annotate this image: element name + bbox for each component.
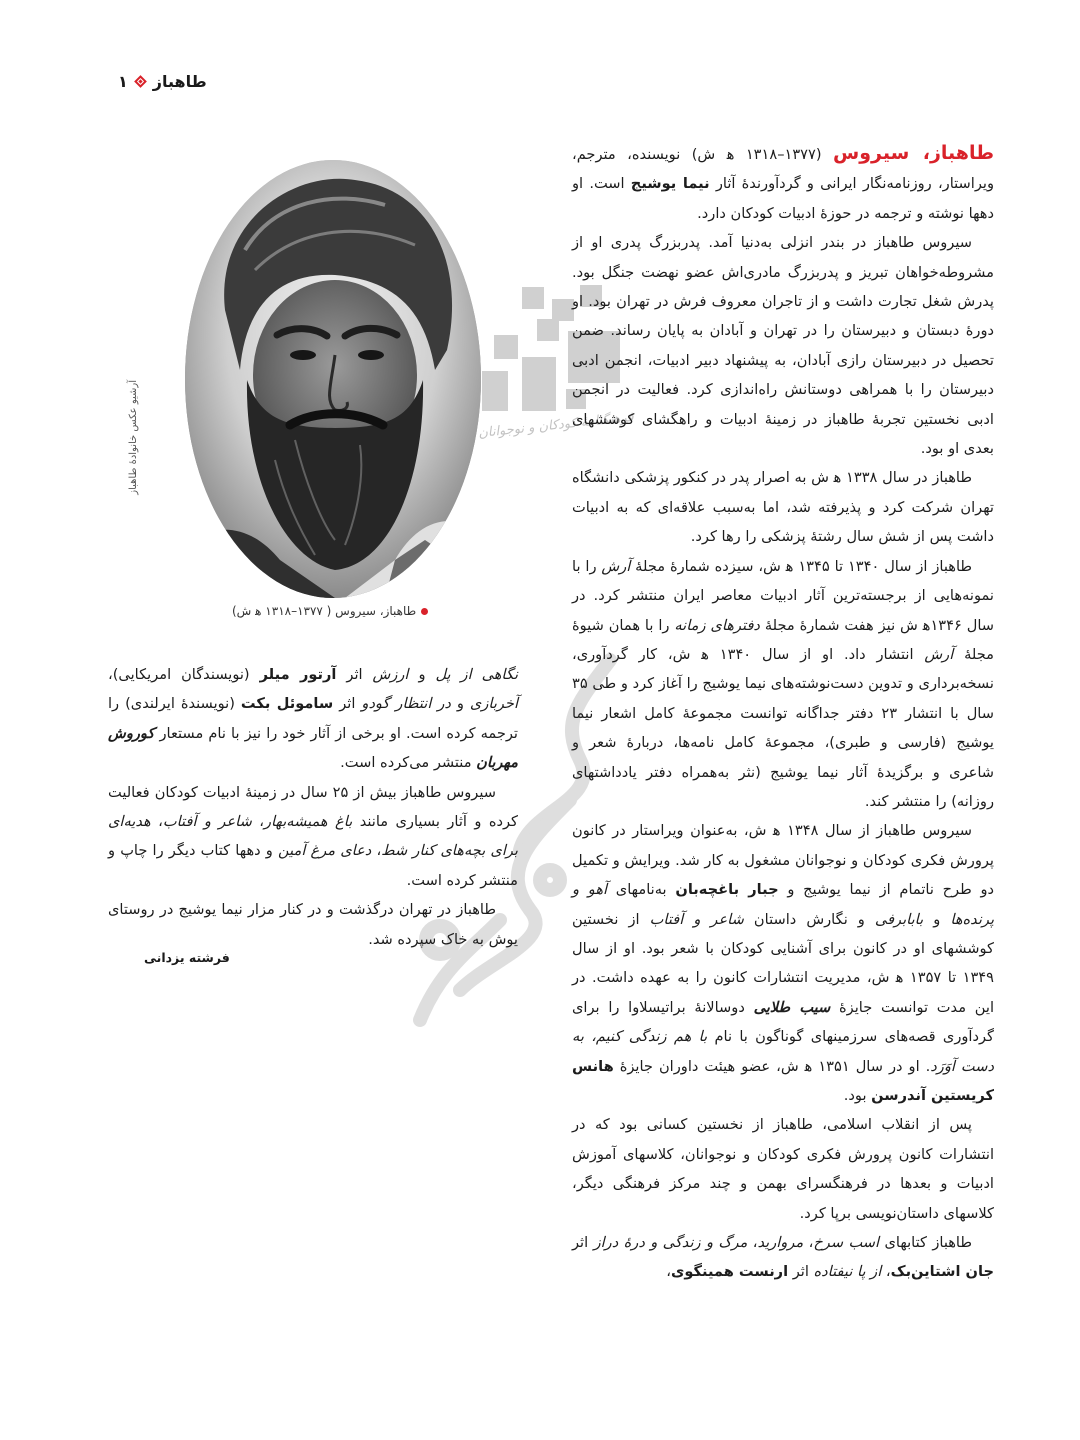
entry-title: طاهباز، سیروس xyxy=(833,142,994,164)
article-paragraph: نگاهی از پل و ارزش اثر آرتور میلر (نویسندگان امریکایی)، آخربازی و در انتظار گودو اثر ساموئل بکت (نویسندهٔ ایرلندی) را ترجمه کرده است. او برخی از آثار خود را نیز با نام مستعار کوروش مهربان منتشر می‌کرده است. xyxy=(108,666,519,772)
running-header xyxy=(118,72,207,91)
article-paragraph: طاهباز در تهران درگذشت و در کنار مزار نیما یوشیج در روستای یوش به خاک سپرده شد. xyxy=(108,901,518,948)
photo-caption-text: طاهباز، سیروس ( ۱۳۷۷–۱۳۱۸ ﻫ ش) xyxy=(232,604,417,618)
article-paragraph: سیروس طاهباز از سال ۱۳۴۸ ﻫ ش، به‌عنوان ویراستار در کانون پرورش فکری کودکان و نوجوانان مشغول به کار شد. ویرایش و تکمیل دو طرح ناتمام از نیما یوشیج و جبار باغچه‌بان به‌نامهای آهو و پرنده‌ها و بابابرفی و نگارش داستان شاعر و آفتاب از نخستین کوششهای او در کانون برای آشنایی کودکان با شعر بود. او از سال ۱۳۴۹ تا ۱۳۵۷ ﻫ ش، مدیریت انتشارات کانون را به عهده داشت. در این مدت توانست جایزهٔ سیب طلایی دوسالانهٔ براتیسلاوا را برای گردآوری قصه‌های سرزمینهای گوناگون با نام با هم زندگی کنیم، به دست آوَرَد. او در سال ۱۳۵۱ ﻫ ش، عضو هیئت داوران جایزهٔ هانس کریستین آندرسن بود. xyxy=(572,822,995,1104)
article-paragraph: طاهباز کتابهای اسب سرخ، مروارید، مرگ و زندگی و درهٔ دراز اثر جان اشتاین‌بک، از پا نیفتاده اثر ارنست همینگوی، xyxy=(572,1234,994,1281)
article-paragraph: طاهباز، سیروس (۱۳۷۷–۱۳۱۸ ﻫ ش) نویسنده، مترجم، ویراستار، روزنامه‌نگار ایرانی و گردآورندهٔ آثار نیما یوشیج است. او دهها نوشته و ترجمه در حوزهٔ ادبیات کودکان دارد. xyxy=(572,142,994,222)
caption-bullet-icon xyxy=(421,608,428,615)
photo-caption xyxy=(232,604,428,618)
photo-credit: آرشیو عکس خانوادهٔ طاهباز xyxy=(128,380,139,495)
portrait-photo xyxy=(185,160,481,598)
author-signature: فرشته یزدانی xyxy=(144,950,230,965)
article-paragraph: طاهباز در سال ۱۳۳۸ ﻫ ش به اصرار پدر در کنکور پزشکی دانشگاه تهران شرکت کرد و پذیرفته شد، اما به‌سبب علاقه‌ای که به ادبیات داشت پس از شش سال رشتهٔ پزشکی را رها کرد. xyxy=(572,469,994,546)
page-number: ۱ xyxy=(118,72,128,91)
article-right-column xyxy=(572,139,994,1287)
watermark-text: فرهنگنامهٔ کودکان و نوجوانان xyxy=(477,409,635,442)
article-paragraph: سیروس طاهباز بیش از ۲۵ سال در زمینهٔ ادبیات کودکان فعالیت کرده و آثار بسیاری مانند باغ همیشه‌بهار، شاعر و آفتاب، هدیه‌ای برای بچه‌های کنار شط، دعای مرغ آمین و دهها کتاب دیگر را چاپ و منتشر کرده است. xyxy=(108,783,518,889)
article-left-column xyxy=(108,660,518,954)
portrait-illustration xyxy=(185,160,481,598)
article-paragraph: سیروس طاهباز در بندر انزلی به‌دنیا آمد. پدربزرگ پدری او از مشروطه‌خواهان تبریز و پدربزرگ مادری‌اش عضو نهضت جنگل بود. پدرش شغل تجارت داشت و از تاجران معروف فرش در تهران بود. او دورهٔ دبستان و دبیرستان را در تهران و آبادان به پایان رساند. ضمن تحصیل در دبیرستان رازی آبادان، به پیشنهاد دبیر ادبیات، انجمن ادبی دبیرستان را با همراهی دوستانش راه‌اندازی کرد. فعالیت در انجمن ادبی نخستین تجربهٔ طاهباز در زمینهٔ ادبیات و راهگشای کوششهای بعدی او بود. xyxy=(572,234,994,458)
running-title: طاهباز xyxy=(152,72,207,91)
article-paragraph: طاهباز از سال ۱۳۴۰ تا ۱۳۴۵ ﻫ ش، سیزده شمارهٔ مجلهٔ آرش را با نمونه‌هایی از برجسته‌ترین آثار ادبیات معاصر ایران منتشر کرد. در سال ۱۳۴۶ﻫ ش نیز هفت شمارهٔ مجلهٔ دفترهای زمانه را با همان شیوهٔ مجلهٔ آرش انتشار داد. او از سال ۱۳۴۰ ﻫ ش، کار گردآوری، نسخه‌برداری و تدوین دست‌نوشته‌های نیما یوشیج را آغاز کرد و طی ۳۵ سال با انتشار ۲۳ دفتر جداگانه توانست مجموعهٔ کامل اشعار نیما یوشیج (فارسی و طبری)، مجموعهٔ کامل نامه‌ها، دربارهٔ شعر و شاعری و برگزیدهٔ آثار نیما یوشیج (نثر به‌همراه دفتر یادداشتهای روزانه) را منتشر کند. xyxy=(572,557,994,810)
article-paragraph: پس از انقلاب اسلامی، طاهباز از نخستین کسانی بود که در انتشارات کانون پرورش فکری کودکان و نوجوانان، کلاسهای آموزش ادبیات و بعدها در فرهنگسرای بهمن و چند مرکز فرهنگی دیگر، کلاسهای داستان‌نویسی برپا کرد. xyxy=(572,1116,994,1222)
diamond-ornament-icon xyxy=(134,75,147,88)
